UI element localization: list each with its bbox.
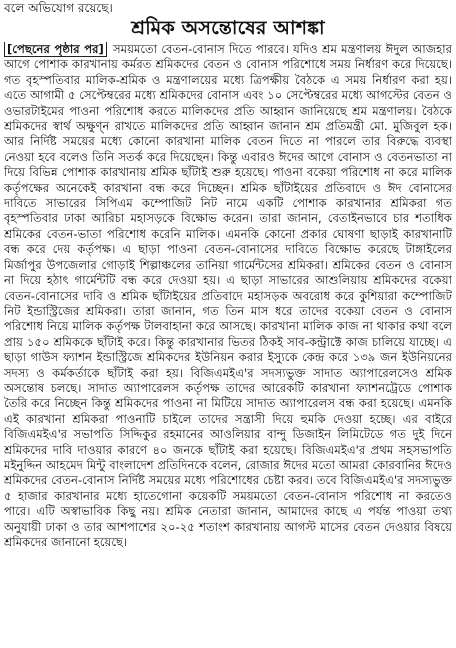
continued-from-label: [পেছনের পৃষ্ঠার পর] bbox=[4, 42, 107, 57]
previous-paragraph-end: বলে অভিযোগ রয়েছে। bbox=[4, 1, 113, 15]
article-body bbox=[4, 42, 452, 550]
article-text: সময়মতো বেতন-বোনাস দিতে পারবে। যদিও শ্রম মন্ত্রণালয় ঈদুল আজহার আগে পোশাক কারখানায় কর্মরত শ্রমিকদের বেতন ও বোনাস পরিশোধে সময় নির্ধারণ করে দিয়েছে। গত বৃহস্পতিবার মালিক-শ্রমিক ও মন্ত্রণালয়ের মধ্যে ত্রিপক্ষীয় বৈঠকে এ সময় নির্ধারণ করা হয়। এতে আগামী ৫ সেপ্টেম্বরের মধ্যে শ্রমিকদের বোনাস এবং ১০ সেপ্টেম্বরের মধ্যে আগস্টের বেতন ও ওভারটাইমের পাওনা পরিশোধ করতে মালিকদের প্রতি আহ্বান জানিয়েছে শ্রম মন্ত্রণালয়। বৈঠকে শ্রমিকদের স্বার্থ অক্ষুণ্ন রাখতে মালিকদের প্রতি আহ্বান জানান শ্রম প্রতিমন্ত্রী মো. মুজিবুল হক। আর নির্দিষ্ট সময়ের মধ্যে কোনো কারখানা মালিক বেতন দিতে না পারলে তার বিরুদ্ধে ব্যবস্থা নেওয়া হবে বলেও তিনি সতর্ক করে দিয়েছেন। কিন্তু এবারও ঈদের আগে বোনাস ও বেতনভাতা না দিয়ে বিভিন্ন পোশাক কারখানায় শ্রমিক ছাঁটাই শুরু হয়েছে। পাওনা বকেয়া পরিশোধ না করে মালিক কর্তৃপক্ষের অনেকেই কারখানা বন্ধ করে দিচ্ছেন। শ্রমিক ছাঁটাইয়ের প্রতিবাদে ও ঈদ বোনাসের দাবিতে সাভারের সিপিএম কম্পোজিট নিট নামে একটি পোশাক কারখানার শ্রমিকরা গত বৃহস্পতিবার ঢাকা আরিচা মহাসড়কে বিক্ষোভ করেন। তারা জানান, বেতাইনভাবে চার শতাধিক শ্রমিকের বেতন-ভাতা পরিশোধ করেনি মালিক। এমনকি কোনো প্রকার ঘোষণা ছাড়াই কারখানাটি বন্ধ করে দেয় কর্তৃপক্ষ। এ ছাড়া পাওনা বেতন-বোনাসের দাবিতে বিক্ষোভ করেছে টাঙ্গাইলের মির্জাপুর উপজেলার গোড়াই শিল্পাঞ্চলের তানিয়া গার্মেন্টসের শ্রমিকরা। শ্রমিকের বেতন ও বোনাস না দিয়ে হঠাৎ গার্মেন্টটি বন্ধ করে দেওয়া হয়। এ ছাড়া সাভারের আশুলিয়ায় শ্রমিকদের বকেয়া বেতন-বোনাসের দাবি ও শ্রমিক ছাঁটাইয়ের প্রতিবাদে মহাসড়ক অবরোধ করে কুশিয়ারা কম্পোজিট নিট ইন্ডাস্ট্রিজের শ্রমিকরা। তারা জানান, গত তিন মাস ধরে তাদের বকেয়া বেতন ও বোনাস পরিশোধ নিয়ে মালিক কর্তৃপক্ষ টালবাহানা করে আসছে। কারখানা মালিক কাজ না থাকার কথা বলে প্রায় ১৫০ শ্রমিককে ছাঁটাই করে। কিন্তু কারখানার ভিতর ঠিকই সাব-কন্ট্রাক্টে কাজ চালিয়ে যাচ্ছে। এ ছাড়া গাউস ফ্যাশন ইন্ডাস্ট্রিজে শ্রমিকদের ইউনিয়ন করার ইস্যুকে কেন্দ্র করে ১৩৯ জন ইউনিয়নের সদস্য ও কর্মকর্তাকে ছাঁটাই করা হয়। বিজিএমইএ'র সদস্যভুক্ত সাদাত অ্যাপারেলসেও শ্রমিক অসন্তোষ চলছে। সাদাত অ্যাপারেলস কর্তৃপক্ষ তাদের আরেকটি কারখানা ফ্যাশনট্রেডে পোশাক তৈরি করে নিচ্ছেন কিন্তু শ্রমিকদের পাওনা না মিটিয়ে সাদাত অ্যাপারেলস বন্ধ করা হয়েছে। এমনকি এই কারখানা শ্রমিকরা পাওনাটি চাইলে তাদের সন্ত্রাসী দিয়ে হুমকি দেওয়া হচ্ছে। এর বাইরে বিজিএমইএ'র সভাপতি সিদ্দিকুর রহমানের আওলিয়ার বান্দু ডিজাইন লিমিটেডে গত দুই দিনে শ্রমিকদের দাবি দাওয়ার কারণে ৪০ জনকে ছাঁটাই করা হয়েছে। বিজিএমইএ'র প্রথম সহসভাপতি মইনুদ্দিন আহমেদ মিন্টু বাংলাদেশ প্রতিদিনকে বলেন, রোজার ঈদের মতো আমরা কোরবানির ঈদেও শ্রমিকদের বেতন-বোনাস নির্দিষ্ট সময়ের মধ্যে পরিশোধের চেষ্টা করব। তবে বিজিএমইএ'র সদস্যভুক্ত ৫ হাজার কারখানার মধ্যে হাতেগোনা কয়েকটি সময়মতো বেতন-বোনাস পরিশোধ না করতেও পারে। এটি অস্বাভাবিক কিছু নয়। শ্রমিক নেতারা জানান, আমাদের কাছে এ পর্যন্ত পাওয়া তথ্য অনুযায়ী ঢাকা ও তার আশপাশের ২০-২৫ শতাংশ কারখানায় আগস্ট মাসের বেতন দেওয়ার বিষয়ে শ্রমিকদের জানানো হয়েছে। bbox=[4, 42, 452, 549]
article-headline: শ্রমিক অসন্তোষের আশঙ্কা bbox=[131, 17, 325, 39]
